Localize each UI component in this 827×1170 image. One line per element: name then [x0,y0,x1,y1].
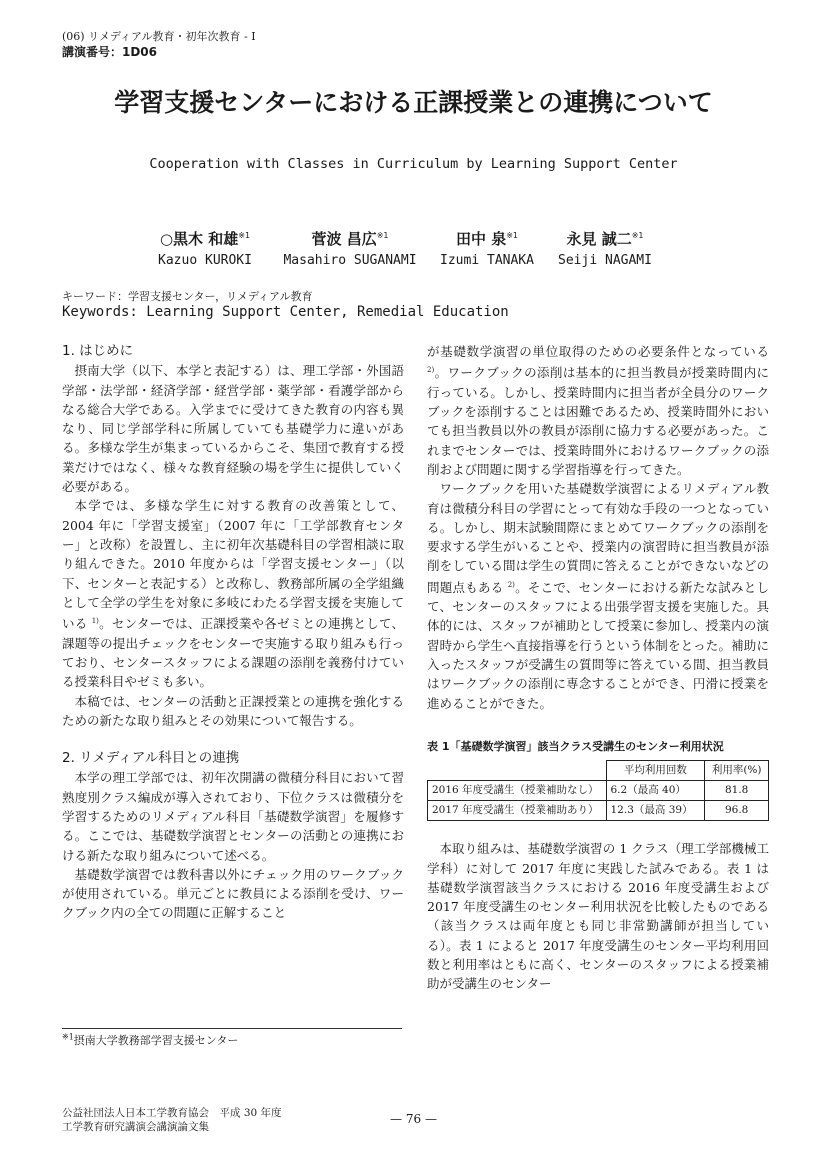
footnote-text: 摂南大学教務部学習支援センター [73,1034,239,1047]
table-corner [428,761,607,781]
author-name-en: Kazuo KUROKI [158,253,252,268]
table-row [428,781,769,801]
author-affiliation-mark: ※1 [376,231,389,240]
table-header: 平均利用回数 [606,761,705,781]
author-affiliation-mark: ※1 [506,231,519,240]
author-name-jp: 田中 泉 [455,230,507,248]
author-name-jp: ○黒木 和雄 [159,230,239,248]
citation-ref: 2) [427,366,435,375]
table-header: 利用率(%) [705,761,769,781]
left-column [62,342,404,923]
author-name-jp: 永見 誠二 [566,230,632,248]
paragraph-text: が基礎数学演習の単位取得のための必要条件となっている [427,344,769,359]
paragraph: 本取り組みは、基礎数学演習の 1 クラス（理工学部機械工学科）に対して 2017 年度に実践した試みである。表 1 は基礎数学演習該当クラスにおける 2016 年度受講生および 2017 年度受講生のセンター利用状況を比較したものである（該当クラスは両年度とも同じ非常勤講師が担当している）。表 1 によると 2017 年度受講生のセンター平均利用回数と利用率はともに高く、センターのスタッフによる授業補助が受講生のセンター [427,841,769,992]
author-2 [275,228,425,268]
keywords-jp: キーワード：学習支援センター，リメディアル教育 [62,290,313,303]
paragraph-text: 。そこで、センターにおける新たな試みとして、センターのスタッフによる出張学習支援を実施した。具体的には、スタッフが補助として授業に参加し、授業内の演習時から学生へ直接指導を行うという体制をとった。補助に入ったスタッフが受講生の質問等に答えている間、担当教員はワークブックの添削に専念することができ、円滑に授業を進めることができた。 [427,579,769,711]
paragraph: 摂南大学（以下、本学と表記する）は、理工学部・外国語学部・法学部・経済学部・経営学部・薬学部・看護学部からなる総合大学である。入学までに受けてきた教育の内容も異なり、同じ学部学科に所属していても基礎学力に違いがある。多様な学生が集まっているからこそ、集団で教育する授業だけではなく、様々な教育経験の場を学生に提供していく必要がある。 [62,363,404,495]
page-number: — 76 — [390,1112,437,1126]
citation-ref: 2) [507,580,515,589]
paper-title-en: Cooperation with Classes in Curriculum by Learning Support Center [149,156,678,172]
lecture-number: 講演番号：1D06 [62,45,158,59]
author-4 [550,228,660,268]
author-name-jp: 菅波 昌広 [311,230,377,248]
footer-line: 工学教育研究講演会講演論文集 [62,1121,209,1133]
keywords-en: Keywords: Learning Support Center, Remedial Education [62,304,509,320]
paragraph-text: 。センターでは、正課授業や各ゼミとの連携として、課題等の提出チェックをセンターで実施する取り組みも行っており、センタースタッフによる課題の添削を義務付けている授業科目やゼミも多い。 [62,616,404,690]
author-name-en: Masahiro SUGANAMI [283,253,417,268]
table-caption: 表 1「基礎数学演習」該当クラス受講生のセンター利用状況 [427,739,724,753]
citation-ref: 1) [91,617,99,626]
footnote [62,1032,238,1048]
usage-table [427,760,769,821]
paragraph: 基礎数学演習では教科書以外にチェック用のワークブックが使用されている。単元ごとに教員による添削を受け、ワークブック内の全ての問題に正解すること [62,866,404,921]
author-name-en: Izumi TANAKA [440,253,534,268]
paragraph [427,342,769,479]
author-3 [432,228,542,268]
author-affiliation-mark: ※1 [238,231,251,240]
paragraph: 本稿では、センターの活動と正課授業との連携を強化するための新たな取り組みとその効果について報告する。 [62,693,404,728]
author-name-en: Seiji NAGAMI [558,253,652,268]
paragraph [427,479,769,713]
author-1 [140,228,270,268]
session-label: (06) リメディアル教育・初年次教育 - I [62,30,256,43]
author-affiliation-mark: ※1 [631,231,644,240]
footnote-divider [62,1028,402,1029]
section-heading-remedial: 2. リメディアル科目との連携 [62,750,240,767]
paragraph-text: 本学では、多様な学生に対する教育の改善策として、2004 年に「学習支援室」（2007 年に「工学部教育センター」と改称）を設置し、主に初年次基礎科目の学習相談に取り組んできた。2010 年度からは「学習支援センター」（以下、センターと表記する）と改称し、教務部所属の全学組織として全学の学生を対象に多岐にわたる学習支援を実施している [62,498,404,632]
table-cell-label: 2016 年度受講生（授業補助なし） [428,781,607,801]
table-cell-avg: 6.2（最高 40） [606,781,705,801]
table-cell-rate: 81.8 [705,781,769,801]
paper-title: 学習支援センターにおける正課授業との連携について [114,88,713,117]
right-column [427,342,769,994]
table-cell-label: 2017 年度受講生（授業補助あり） [428,801,607,821]
paragraph-text: ワークブックを用いた基礎数学演習によるリメディアル教育は微積分科目の学習にとって有効な手段の一つとなっている。しかし、期末試験間際にまとめてワークブックの添削を要求する学生がいることや、授業内の演習時に担当教員が添削をしている間は学生の質問に答えることができないなどの問題点もある [427,481,769,595]
table-row [428,801,769,821]
paragraph-text: 。ワークブックの添削は基本的に担当教員が授業時間内に行っている。しかし、授業時間内に担当者が全員分のワークブックを添削することは困難であるため、授業時間外においても担当教員以外の教員が添削に協力する必要があった。これまでセンターでは、授業時間外におけるワークブックの添削および問題に関する学習指導を行ってきた。 [427,365,769,477]
table-header-row [428,761,769,781]
table-cell-avg: 12.3（最高 39） [606,801,705,821]
table-cell-rate: 96.8 [705,801,769,821]
paragraph [62,496,404,691]
footnote-mark: ※1 [62,1032,74,1042]
section-heading-introduction: 1. はじめに [62,343,134,359]
footer-line: 公益社団法人日本工学教育協会 平成 30 年度 [62,1107,282,1119]
paragraph: 本学の理工学部では、初年次開講の微積分科目において習熟度別クラス編成が導入されており、下位クラスは微積分を学習するためのリメディアル科目「基礎数学演習」を履修する。ここでは、基礎数学演習とセンターの活動との連携における新たな取り組みについて述べる。 [62,770,404,863]
